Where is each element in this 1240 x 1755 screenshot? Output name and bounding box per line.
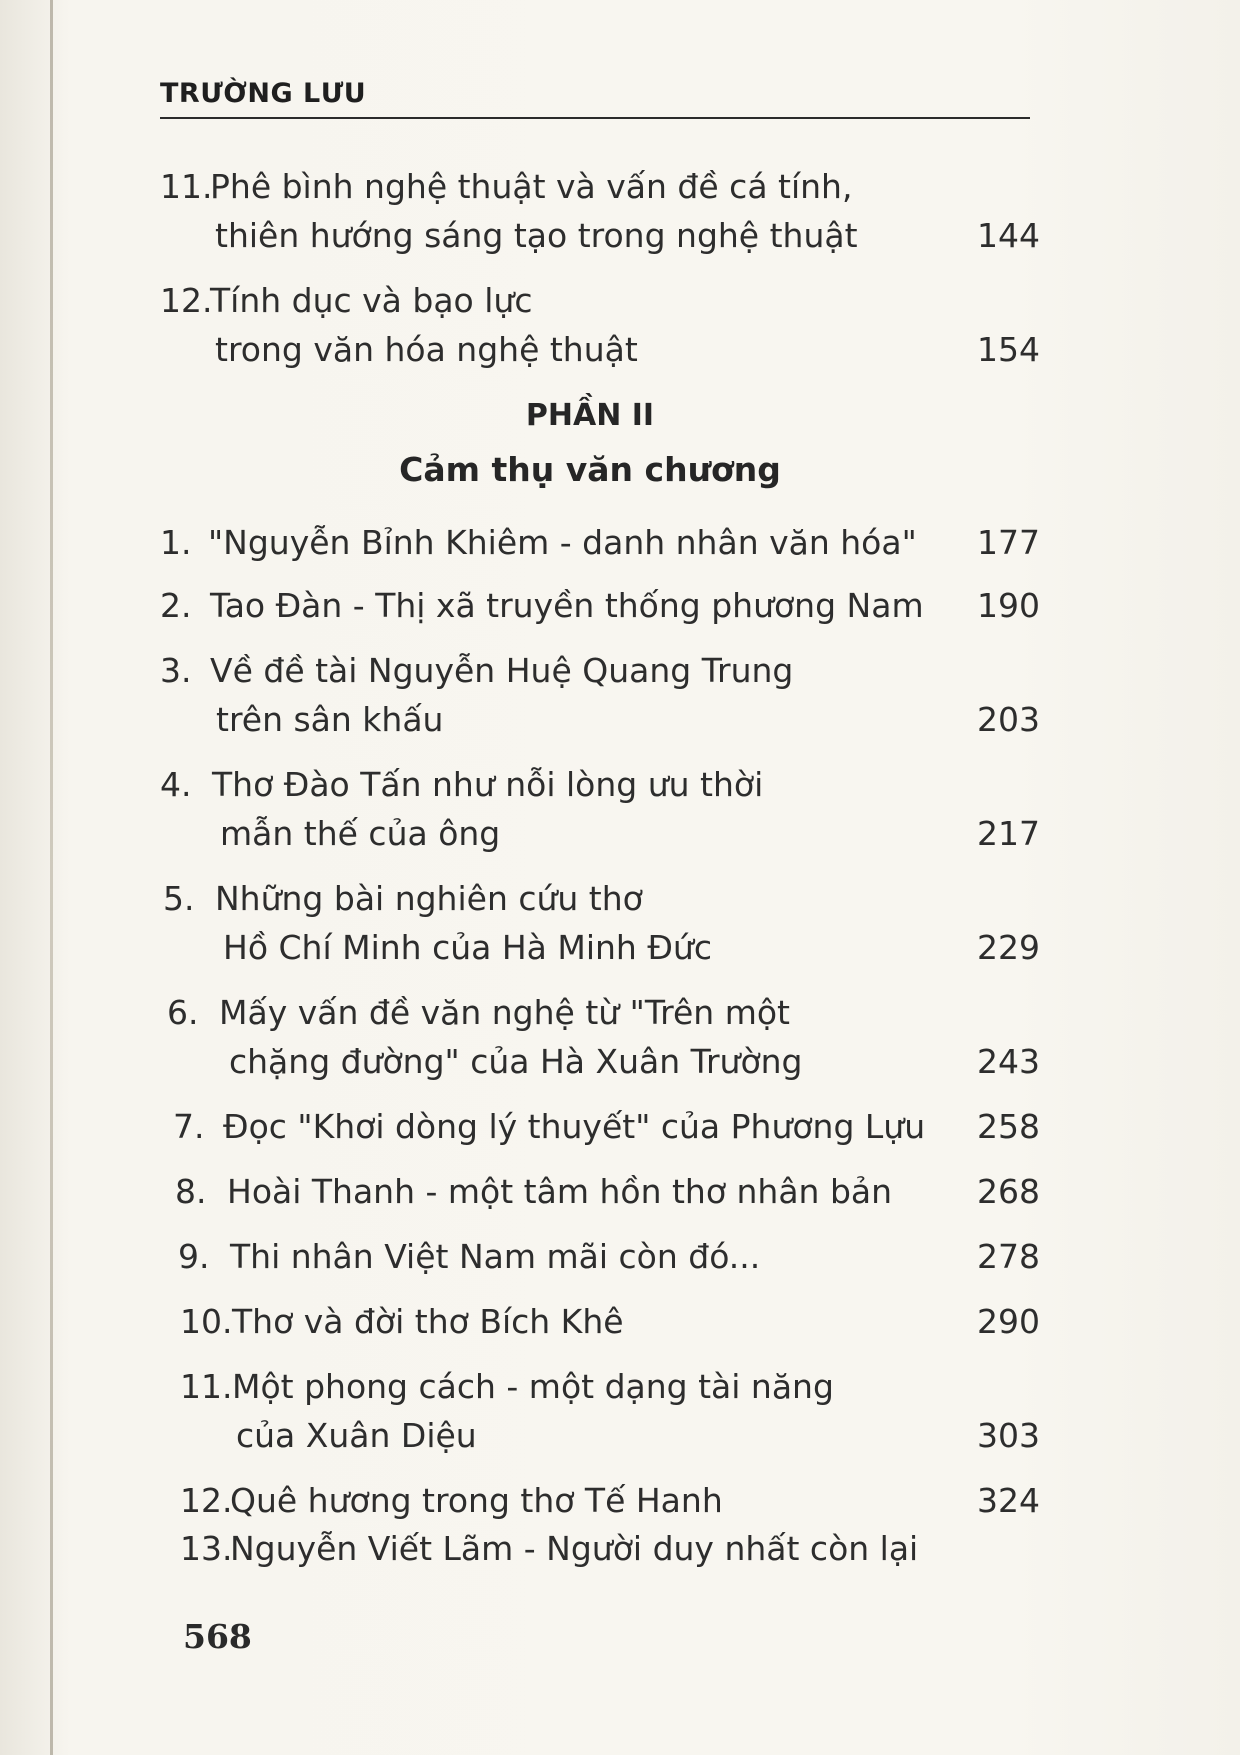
toc-entry-number: 12. (160, 281, 213, 320)
toc-entry-number: 9. (178, 1237, 210, 1276)
toc-entry (163, 874, 1040, 972)
toc-entry-page: 243 (977, 1042, 1040, 1081)
toc-entry-title-line: Tính dục và bạo lực (210, 281, 533, 320)
page-spine-edge (50, 0, 53, 1755)
toc-entry-page: 190 (977, 586, 1040, 625)
toc-entry-number: 3. (160, 651, 192, 690)
toc-entry (160, 276, 1040, 374)
toc-entry-title-line: Mấy vấn đề văn nghệ từ "Trên một (219, 993, 790, 1032)
toc-entry-number: 8. (175, 1172, 207, 1211)
toc-entry-page: 144 (977, 216, 1040, 255)
toc-entry (180, 1297, 1040, 1346)
toc-entry (178, 1232, 1040, 1281)
toc-entry-title-line: mẫn thế của ông (220, 814, 501, 853)
page-number: 568 (183, 1617, 252, 1656)
toc-entry-page: 258 (977, 1107, 1040, 1146)
toc-entry-page: 229 (977, 928, 1040, 967)
toc-entry-page: 217 (977, 814, 1040, 853)
header-rule (160, 117, 1030, 119)
toc-entry-title-line: Hoài Thanh - một tâm hồn thơ nhân bản (227, 1172, 893, 1211)
toc-entry (160, 518, 1040, 567)
toc-entry (160, 646, 1040, 744)
toc-entry-number: 11. (160, 167, 213, 206)
running-header: TRƯỜNG LƯU (160, 78, 367, 109)
toc-entry-title-line: trên sân khấu (216, 700, 444, 739)
toc-entry-title-line: Thơ và đời thơ Bích Khê (232, 1302, 624, 1341)
toc-entry-title-line: Hồ Chí Minh của Hà Minh Đức (223, 928, 712, 967)
toc-entry-page: 154 (977, 330, 1040, 369)
toc-entry-title-line: Đọc "Khơi dòng lý thuyết" của Phương Lựu (223, 1107, 926, 1146)
toc-entry-number: 6. (167, 993, 199, 1032)
toc-entry-number: 1. (160, 523, 192, 562)
toc-entry (160, 760, 1040, 858)
toc-entry-page: 203 (977, 700, 1040, 739)
toc-entry-title-line: của Xuân Diệu (236, 1416, 477, 1455)
toc-entry (180, 1524, 1040, 1573)
toc-entry-title-line: Những bài nghiên cứu thơ (215, 879, 643, 918)
toc-entry-title-line: Tao Đàn - Thị xã truyền thống phương Nam (210, 586, 924, 625)
part-label: PHẦN II (525, 398, 655, 433)
toc-entry-number: 13. (180, 1529, 233, 1568)
toc-entry (175, 1167, 1040, 1216)
toc-entry (173, 1102, 1040, 1151)
toc-entry-title-line: Thi nhân Việt Nam mãi còn đó... (230, 1237, 761, 1276)
toc-entry-number: 5. (163, 879, 195, 918)
toc-entry-page: 278 (977, 1237, 1040, 1276)
toc-entry-title-line: trong văn hóa nghệ thuật (215, 330, 638, 369)
toc-entry-title-line: Thơ Đào Tấn như nỗi lòng ưu thời (212, 765, 764, 804)
toc-entry-number: 7. (173, 1107, 205, 1146)
toc-entry-title-line: Về đề tài Nguyễn Huệ Quang Trung (210, 651, 794, 690)
toc-entry-page: 303 (977, 1416, 1040, 1455)
toc-entry-title-line: Quê hương trong thơ Tế Hanh (230, 1481, 723, 1520)
toc-entry-number: 4. (160, 765, 192, 804)
toc-entry-number: 12. (180, 1481, 233, 1520)
part-title: Cảm thụ văn chương (399, 450, 781, 489)
toc-entry-page: 177 (977, 523, 1040, 562)
toc-entry-number: 11. (180, 1367, 233, 1406)
toc-entry-number: 10. (180, 1302, 233, 1341)
toc-entry (167, 988, 1040, 1086)
toc-entry-title-line: thiên hướng sáng tạo trong nghệ thuật (215, 216, 858, 255)
toc-entry (180, 1362, 1040, 1460)
toc-entry-page: 324 (977, 1481, 1040, 1520)
toc-entry-title-line: Phê bình nghệ thuật và vấn đề cá tính, (210, 167, 853, 206)
toc-entry-title-line: chặng đường" của Hà Xuân Trường (229, 1042, 803, 1081)
toc-entry-title-line: Một phong cách - một dạng tài năng (232, 1367, 834, 1406)
toc-entry-page: 290 (977, 1302, 1040, 1341)
toc-entry-number: 2. (160, 586, 192, 625)
toc-entry-title-line: "Nguyễn Bỉnh Khiêm - danh nhân văn hóa" (208, 523, 917, 562)
toc-entry (160, 162, 1040, 260)
toc-entry-title-line: Nguyễn Viết Lãm - Người duy nhất còn lại (230, 1529, 919, 1568)
toc-entry-page: 268 (977, 1172, 1040, 1211)
toc-entry (160, 581, 1040, 630)
toc-entry (180, 1476, 1040, 1525)
